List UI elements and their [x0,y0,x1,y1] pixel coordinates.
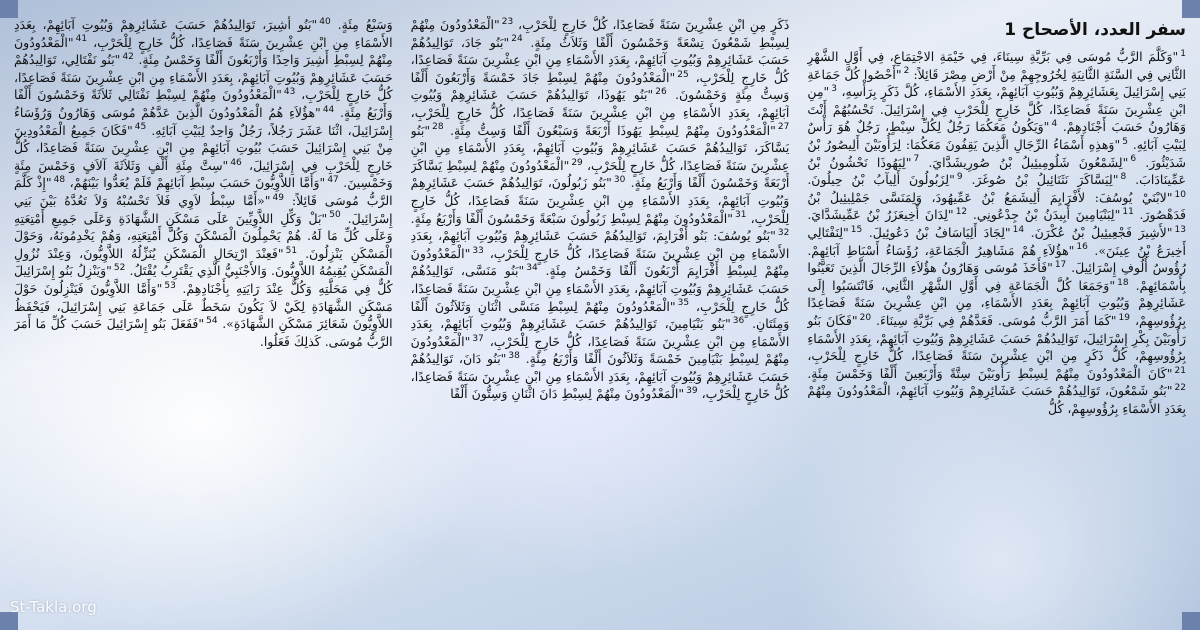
verse-number: 1 [1180,48,1186,59]
verse-text: "كَمَا أَمَرَ الرَّبُّ مُوسَى. فَعَدَّهُمْ فِي بَرِّيَّةِ سِينَاءَ. [876,312,1117,328]
verse-text: "فَكَانَ بَنُو رَأُوبَيْنَ بِكْرِ إِسْرَائِيلَ، تَوَالِيدُهُمْ حَسَبَ عَشَائِرِهِمْ وَبُيُوتِ آبَائِهِمْ، بِعَدَدِ الأَسْمَاءِ بِرُؤُوسِهِمْ، كُلُّ ذَكَرٍ مِنِ ابْنِ عِشْرِينَ سَنَةً فَصَاعِدًا، كُلُّ خَارِجٍ لِلْحَرْبِ، [807,312,1186,364]
verse-text: "الْمَعْدُودُونَ مِنْهُمْ لِسِبْطِ جَادَ خَمْسَةً وَأَرْبَعُونَ أَلْفًا وَسِتُّ مِئَةٍ وَخَمْسُونَ. [410,69,790,103]
column-middle [411,16,790,620]
verse-text: "بَنُو يَسَّاكَرَ، تَوَالِيدُهُمْ حَسَبَ عَشَائِرِهِمْ وَبُيُوتِ آبَائِهِمْ، بِعَدَدِ الأَسْمَاءِ مِنِ ابْنِ عِشْرِينَ سَنَةً فَصَاعِدًا، كُلُّ خَارِجٍ لِلْحَرْبِ، [410,122,790,173]
column-text [411,16,790,403]
verse-text: "مِنِ ابْنِ عِشْرِينَ سَنَةً فَصَاعِدًا، كُلَّ خَارِجٍ لِلْحَرْبِ فِي إِسْرَائِيلَ. تَحْسُبُهُمْ أَنْتَ وَهَارُونُ حَسَبَ أَجْنَادِهِمْ. [807,84,1186,135]
verse-text: "الْمَعْدُودُونَ مِنْهُمْ لِسِبْطِ مَنَسَّى اثْنَانِ وَثَلاَثُونَ أَلْفًا وَمِئَتَانِ. [410,298,790,332]
verse [876,313,1130,328]
verse-text: "لابْنَيْ يُوسُفَ: لأَفْرَايِمَ أَلِيشَمَعُ بْنُ عَمِّيهُودَ، وَلِمَنَسَّى جَمْلِيئِيلُ بْنُ فَدَهْصُورَ. [807,189,1186,223]
verse [450,386,697,401]
verse-text: "هؤُلاَءِ هُمْ مَشَاهِيرُ الْجَمَاعَةِ، رُؤَسَاءُ أَسْبَاطِ آبَائِهِمْ. رُؤُوسُ أُلُوفِ إِسْرَائِيلَ. [807,242,1186,276]
verse [807,383,1186,416]
verse-number: 9 [956,172,963,182]
verse-number: 22 [1174,383,1186,394]
verse-number: 50 [329,210,341,221]
verse-text: "بَنُو يَهُوذَا، تَوَالِيدُهُمْ حَسَبَ عَشَائِرِهِمْ وَبُيُوتِ آبَائِهِمْ، بِعَدَدِ الأَسْمَاءِ مِنِ ابْنِ عِشْرِينَ سَنَةً فَصَاعِدًا، كُلُّ خَارِجٍ لِلْحَرْبِ، [410,87,790,120]
verse-text: "لِبَنْيَامِينَ أَبِيدَنُ بْنُ جِدْعُونِي. [972,207,1121,223]
verse-number: 16 [1076,242,1088,253]
verse-number: 11 [1122,207,1134,218]
verse-text: "وَيَنْزِلُ بَنُو إِسْرَائِيلَ كُلٌّ فِي مَحَلَّتِهِ وَكُلٌّ عِنْدَ رَايَتِهِ بِأَجْنَادِهِمْ. [13,263,393,296]
verse-number: 3 [831,84,838,95]
verse-number: 33 [472,245,484,256]
verse-number: 39 [686,386,698,397]
verse-number: 19 [1118,312,1130,323]
verse-text: "الْمَعْدُودُونَ مِنْهُمْ لِسِبْطِ يَسَّاكَرَ أَرْبَعَةً وَخَمْسُونَ أَلْفًا وَأَرْبَعُ مِئَةٍ. [410,157,790,191]
verse-text: "الْمَعْدُودُونَ مِنْهُمْ لِسِبْطِ أَفْرَايِمَ أَرْبَعُونَ أَلْفًا وَخَمْسُ مِئَةٍ. [410,245,790,279]
verse [928,155,1136,170]
verse-text: "بَنُو شَمْعُونَ، تَوَالِيدُهُمْ حَسَبَ عَشَائِرِهِمْ وَبُيُوتِ آبَائِهِمْ، الْمَعْدُودُونَ مِنْهُمْ بِعَدَدِ الأَسْمَاءِ بِرُؤُوسِهِمْ، كُلُّ [807,383,1186,416]
verse-text: "«أَمَّا سِبْطُ لاَوِي فَلاَ تَحْسُبْهُ وَلاَ تَعُدَّهُ بَيْنَ بَنِي إِسْرَائِيلَ. [13,192,393,226]
verse-number: 4 [1051,119,1058,130]
verse [869,225,1024,240]
verse-text: "بَنُو جَادَ، تَوَالِيدُهُمْ حَسَبَ عَشَائِرِهِمْ وَبُيُوتِ آبَائِهِمْ، بِعَدَدِ الأَسْمَاءِ مِنِ ابْنِ عِشْرِينَ سَنَةً فَصَاعِدًا، كُلُّ خَارِجٍ لِلْحَرْبِ، [410,34,790,85]
verse-number: 13 [1174,224,1186,235]
column-right [807,16,1186,620]
verse-text: "فَأَخَذَ مُوسَى وَهَارُونُ هؤُلاَءِ الرِّجَالَ الَّذِينَ تَعَيَّنُوا بِأَسْمَائِهِمْ. [807,260,1186,293]
verse-number: 5 [1122,136,1128,147]
verse-number: 48 [53,175,66,186]
chapter-title: سفر العدد، الأصحاح 1 [1004,20,1186,40]
verse-number: 51 [285,245,298,256]
verse-number: 35 [677,298,690,309]
verse-number: 37 [472,333,484,344]
verse-number: 26 [655,87,667,98]
verse-number: 10 [1174,189,1186,200]
verse-number: 14 [1012,224,1025,235]
verse-text: "لِشَمْعُونَ شَلُومِيئِيلُ بْنُ صُورِيشَدَّايَ. [928,154,1129,170]
verse-number: 29 [571,157,583,168]
verse-number: 53 [164,280,176,291]
verse-number: 44 [322,104,335,115]
verse-text: "بَنُو مَنَسَّى، تَوَالِيدُهُمْ حَسَبَ عَشَائِرِهِمْ وَبُيُوتِ آبَائِهِمْ، بِعَدَدِ الأَسْمَاءِ مِنِ ابْنِ عِشْرِينَ سَنَةً فَصَاعِدًا، كُلُّ خَارِجٍ لِلْحَرْبِ، [410,263,790,314]
verse-text: "لأَشِيرَ فَجْعِيئِيلُ بْنُ عُكْرَنَ. [1030,224,1173,240]
verse-number: 41 [75,34,88,45]
verse-number: 23 [501,16,514,27]
verse [411,211,747,226]
verse-number: 17 [1054,259,1067,270]
verse-text: "إِذْ كَلَّمَ الرَّبُّ مُوسَى قَائِلاً: [13,175,393,208]
verse-text: "بَنُو بَنْيَامِينَ، تَوَالِيدُهُمْ حَسَبَ عَشَائِرِهِمْ وَبُيُوتِ آبَائِهِمْ، بِعَدَدِ الأَسْمَاءِ مِنِ ابْنِ عِشْرِينَ سَنَةً فَصَاعِدًا، كُلُّ خَارِجٍ لِلْحَرْبِ، [410,316,790,349]
verse-number: 24 [511,34,523,45]
verse-number: 15 [850,224,863,235]
verse-text: وَسَبْعُ مِئَةٍ. [337,17,393,32]
verse-number: 34 [526,263,538,274]
verse-number: 18 [1117,277,1129,288]
verse-text: "فَكَانَ جَمِيعُ الْمَعْدُودِينَ مِنْ بَنِي إِسْرَائِيلَ حَسَبَ بُيُوتِ آبَائِهِمْ مِنِ ابْنِ عِشْرِينَ سَنَةً فَصَاعِدًا، كُلُّ خَارِجٍ لِلْحَرْبِ فِي إِسْرَائِيلَ، [13,122,393,173]
verse-number: 40 [319,16,331,27]
verse-text: "هؤُلاَءِ هُمُ الْمَعْدُودُونَ الَّذِينَ عَدَّهُمْ مُوسَى وَهَارُونُ وَرُؤَسَاءُ إِسْرَائِيلَ، اثْنَا عَشَرَ رَجُلاً، رَجُلٌ وَاحِدٌ لِبَيْتِ آبَائِهِ. [13,104,393,138]
verse-number: 25 [677,69,689,80]
verse-text: ذَكَرٍ مِنِ ابْنِ عِشْرِينَ سَنَةً فَصَاعِدًا، كُلُّ خَارِجٍ لِلْحَرْبِ، [518,17,790,32]
verse [973,207,1134,222]
column-text [14,16,393,350]
verse [338,17,393,32]
verse-number: 43 [283,87,296,98]
verse-number: 49 [272,192,284,203]
verse-text: "وَأَمَّا اللاَّوِيُّونَ حَسَبَ سِبْطِ آبَائِهِمْ فَلَمْ يُعَدُّوا بَيْنَهُمْ، [69,175,326,191]
verse-number: 27 [777,122,790,133]
verse [807,207,967,222]
verse-number: 32 [777,227,790,238]
verse-number: 31 [735,210,747,221]
verse-number: 12 [955,207,968,218]
verse-text: "لِجَادَ أَلِيَاسَافُ بْنُ دَعُوئِيلَ. [868,224,1011,240]
verse [1031,225,1186,240]
verse-number: 38 [508,351,520,362]
verse-number: 47 [327,175,339,186]
verse-number: 20 [859,312,872,323]
verse-number: 28 [432,122,444,133]
verse-number: 54 [206,315,218,326]
verse-text: "الْمَعْدُودُونَ مِنْهُمْ لِسِبْطِ شَمْعُونَ تِسْعَةً وَخَمْسُونَ أَلْفًا وَثَلاَثُ مِئَةٍ. [410,17,790,50]
verse-text: "لِيَهُوذَا نَحْشُونُ بْنُ عَمِّينَادَابَ. [807,154,1186,188]
verse-number: 36 [732,315,745,326]
verse-text: "الْمَعْدُودُونَ مِنْهُمْ لِسِبْطِ نَفْتَالِي ثَلاَثَةً وَخَمْسُونَ أَلْفًا وَأَرْبَعُ مِئَةٍ. [13,87,393,120]
verse-number: 2 [903,66,910,77]
verse [972,172,1127,187]
verse-text: "لِزَبُولُونَ أَلِيآبُ بْنُ حِيلُونَ. [807,172,955,188]
verse-text: "كَانَ الْمَعْدُودُونَ مِنْهُمْ لِسِبْطِ رَأُوبَيْنَ سِتَّةً وَأَرْبَعِينَ أَلْفًا وَخَمْسَ مِئَةٍ. [807,365,1173,381]
verse-text: "لِدَانَ أَخِيعَزَرُ بْنُ عَمِّيشَدَّايَ. [807,207,954,223]
verse-number: 8 [1120,172,1127,182]
verse-text: "فَفَعَلَ بَنُو إِسْرَائِيلَ حَسَبَ كُلِّ مَا أَمَرَ الرَّبُّ مُوسَى. كَذلِكَ فَعَلُوا. [13,316,393,349]
verse-text: "لِيَسَّاكَرَ نَثَنَائِيلُ بْنُ صُوغَرَ. [971,172,1119,188]
verse-number: 42 [122,52,134,63]
verse-number: 30 [613,175,626,186]
verse-text: "الْمَعْدُودُونَ مِنْهُمْ لِسِبْطِ أَشِيرَ وَاحِدًا وَأَرْبَعُونَ أَلْفًا وَخَمْسُ مِئَةٍ. [13,34,393,68]
verse-number: 45 [134,122,147,133]
verse [70,175,339,190]
verse-text: "بَنُو دَانَ، تَوَالِيدُهُمْ حَسَبَ عَشَائِرِهِمْ وَبُيُوتِ آبَائِهِمْ، بِعَدَدِ الأَسْمَاءِ مِنِ ابْنِ عِشْرِينَ سَنَةً فَصَاعِدًا، كُلُّ خَارِجٍ لِلْحَرْبِ، [410,351,790,402]
verse-text: "وَكَلَّمَ الرَّبُّ مُوسَى فِي بَرِّيَّةِ سِينَاءَ، فِي خَيْمَةِ الاجْتِمَاعِ، فِي أَوَّلِ الشَّهْرِ الثَّانِي فِي السَّنَةِ الثَّانِيَةِ لِخُرُوجِهِمْ مِنْ أَرْضِ مِصْرَ قَائِلاً: [807,49,1186,82]
verse-text: "أَحْصُوا كُلَّ جَمَاعَةِ بَنِي إِسْرَائِيلَ بِعَشَائِرِهِمْ وَبُيُوتِ آبَائِهِمْ، بِعَدَدِ الأَسْمَاءِ، كُلَّ ذَكَرٍ بِرَأْسِهِ، [807,66,1186,100]
verse-text: "بَنُو نَفْتَالِي، تَوَالِيدُهُمْ حَسَبَ عَشَائِرِهِمْ وَبُيُوتِ آبَائِهِمْ، بِعَدَدِ الأَسْمَاءِ مِنِ ابْنِ عِشْرِينَ سَنَةً فَصَاعِدًا، كُلُّ خَارِجٍ لِلْحَرْبِ، [13,52,393,103]
verse-number: 52 [113,263,126,274]
verse-text: "الْمَعْدُودُونَ مِنْهُمْ لِسِبْطِ بَنْيَامِينَ خَمْسَةً وَثَلاَثُونَ أَلْفًا وَأَرْبَعُ مِئَةٍ. [410,333,790,367]
text-columns [14,16,1186,620]
verse-text: "بَنُو أَشِيرَ، تَوَالِيدُهُمْ حَسَبَ عَشَائِرِهِمْ وَبُيُوتِ آبَائِهِمْ، بِعَدَدِ الأَسْمَاءِ مِنِ ابْنِ عِشْرِينَ سَنَةً فَصَاعِدًا، كُلُّ خَارِجٍ لِلْحَرْبِ، [13,17,393,50]
verse-text: "الْمَعْدُودُونَ مِنْهُمْ لِسِبْطِ دَانَ اثْنَانِ وَسِتُّونَ أَلْفًا [450,386,685,402]
verse-text: "وَهذِهِ أَسْمَاءُ الرِّجَالِ الَّذِينَ يَقِفُونَ مَعَكُمَا: لِرَأُوبَيْنَ أَلِيصُورُ بْنُ شَدَيْئُورَ. [807,136,1186,170]
verse-text: "فَعِنْدَ ارْتِحَالِ الْمَسْكَنِ يُنَزِّلُهُ اللاَّوِيُّونَ، وَعِنْدَ نُزُولِ الْمَسْكَنِ يُقِيمُهُ اللاَّوِيُّونَ. وَالأَجْنَبِيُّ الَّذِي يَقْتَرِبُ يُقْتَلُ. [13,245,393,279]
verse-number: 21 [1174,365,1186,376]
verse-number: 6 [1130,154,1137,165]
column-text [807,48,1186,417]
verse-text: "سِتَّ مِئَةِ أَلْفٍ وَثَلاَثَةَ آلاَفٍ وَخَمْسَ مِئَةٍ وَخَمْسِينَ. [13,157,393,191]
verse-text: "وَجَمَعَا كُلَّ الْجَمَاعَةِ فِي أَوَّلِ الشَّهْرِ الثَّانِي، فَانْتَسَبُوا إِلَى عَشَائِرِهِمْ وَبُيُوتِ آبَائِهِمْ بِعَدَدِ الأَسْمَاءِ، مِنِ ابْنِ عِشْرِينَ سَنَةً فَصَاعِدًا بِرُؤُوسِهِمْ، [807,277,1186,328]
column-left [14,16,393,620]
verse-text: "الْمَعْدُودُونَ مِنْهُمْ لِسِبْطِ يَهُوذَا أَرْبَعَةً وَسَبْعُونَ أَلْفًا وَسِتُّ مِئَةٍ. [450,122,776,138]
verse-text: "وَيَكُونُ مَعَكُمَا رَجُلٌ لِكُلِّ سِبْطٍ، رَجُلٌ هُوَ رَأْسٌ لِبَيْتِ آبَائِهِ. [807,119,1186,152]
verse-number: 46 [230,157,242,168]
verse-text: "لِنَفْتَالِي أَخِيرَعُ بْنُ عِينَنَ». [807,224,1186,258]
verse-text: "بَنُو زَبُولُونَ، تَوَالِيدُهُمْ حَسَبَ عَشَائِرِهِمْ وَبُيُوتِ آبَائِهِمْ، بِعَدَدِ الأَسْمَاءِ مِنِ ابْنِ عِشْرِينَ سَنَةً فَصَاعِدًا، كُلُّ خَارِجٍ لِلْحَرْبِ، [410,175,790,226]
verse-text: "بَنُو يُوسُفَ: بَنُو أَفْرَايِمَ، تَوَالِيدُهُمْ حَسَبَ عَشَائِرِهِمْ وَبُيُوتِ آبَائِهِمْ، بِعَدَدِ الأَسْمَاءِ مِنِ ابْنِ عِشْرِينَ سَنَةً فَصَاعِدًا، كُلُّ خَارِجٍ لِلْحَرْبِ، [410,228,790,261]
verse [807,172,962,187]
verse-text: "الْمَعْدُودُونَ مِنْهُمْ لِسِبْطِ زَبُولُونَ سَبْعَةً وَخَمْسُونَ أَلْفًا وَأَرْبَعُ مِئَةٍ. [410,210,733,226]
verse [450,123,789,138]
site-watermark: St-Takla.org [10,598,97,616]
verse [518,17,789,32]
verse-text: "بَلْ وَكِّلِ اللاَّوِيِّينَ عَلَى مَسْكَنِ الشَّهَادَةِ وَعَلَى جَمِيعِ أَمْتِعَتِهِ وَعَلَى كُلِّ مَا لَهُ. هُمْ يَحْمِلُونَ الْمَسْكَنَ وَكُلَّ أَمْتِعَتِهِ، وَهُمْ يَخْدِمُونَهُ، وَحَوْلَ الْمَسْكَنِ يَنْزِلُونَ. [13,210,393,261]
verse-number: 7 [913,154,920,165]
verse [807,366,1186,381]
verse-text: "وَأَمَّا اللاَّوِيُّونَ فَيَنْزِلُونَ حَوْلَ مَسْكَنِ الشَّهَادَةِ لِكَيْ لاَ يَكُونَ سَخَطٌ عَلَى جَمَاعَةِ بَنِي إِسْرَائِيلَ، فَيَحْفَظُ اللاَّوِيُّونَ شَعَائِرَ مَسْكَنِ الشَّهَادَةِ». [13,280,393,332]
